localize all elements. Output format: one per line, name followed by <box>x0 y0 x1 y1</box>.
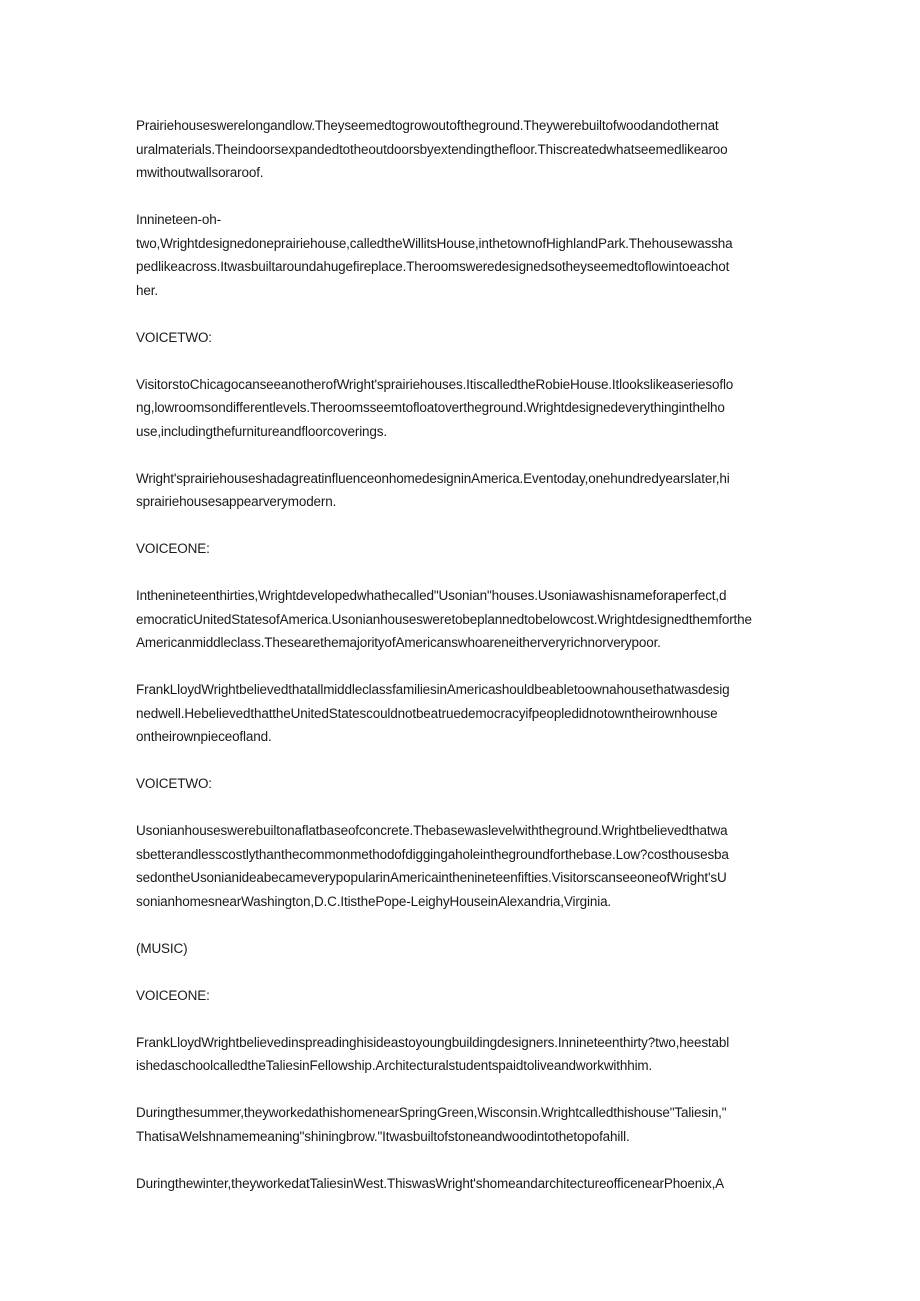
text-line: sbetterandlesscostlythanthecommonmethodofdiggingaholeinthegroundforthebase.Low?costhousesba <box>136 846 729 862</box>
text-line: VisitorstoChicagocanseeanotherofWright'sprairiehouses.ItiscalledtheRobieHouse.Itlookslikeaseriesoflo <box>136 376 734 392</box>
text-line: ishedaschoolcalledtheTaliesinFellowship.Architecturalstudentspaidtoliveandworkwithhim. <box>136 1058 653 1073</box>
text-line: sonianhomesnearWashington,D.C.ItisthePope-LeighyHouseinAlexandria,Virginia. <box>136 893 612 909</box>
text-line: ontheirownpieceofland. <box>136 729 272 744</box>
paragraph-influence <box>136 467 786 514</box>
text-line: ThatisaWelshnamemeaning"shiningbrow."Itwasbuiltofstoneandwoodintothetopofahill. <box>136 1128 630 1144</box>
text-line: sprairiehousesappearverymodern. <box>136 494 337 509</box>
text-line: Duringthesummer,theyworkedathishomenearSpringGreen,Wisconsin.Wrightcalledthishouse"Taliesin," <box>136 1105 727 1120</box>
text-line: her. <box>136 282 158 298</box>
paragraph-prairie-houses <box>136 114 786 185</box>
text-line: FrankLloydWrightbelievedinspreadinghisideastoyoungbuildingdesigners.Innineteenthirty?two,heestabl <box>136 1034 730 1050</box>
text-line: Wright'sprairiehouseshadagreatinfluenceonhomedesigninAmerica.Eventoday,onehundredyearslater,hi <box>136 470 730 486</box>
text-line: Duringthewinter,theyworkedatTaliesinWest.ThiswasWright'shomeandarchitectureofficenearPhoenix,A <box>136 1175 725 1191</box>
text-line: ng,lowroomsondifferentlevels.Theroomsseemtofloatovertheground.Wrightdesignedeverythinginthelho <box>136 400 725 415</box>
paragraph-summer <box>136 1101 786 1148</box>
paragraph-usonian-houses <box>136 584 786 655</box>
text-line: emocraticUnitedStatesofAmerica.Usonianhousesweretobeplannedtobelowcost.Wrightdesignedthemforthe <box>136 611 752 627</box>
text-line: VOICETWO: <box>136 776 212 791</box>
text-line: two,Wrightdesignedoneprairiehouse,calledtheWillitsHouse,inthetownofHighlandPark.Thehousewassha <box>136 235 733 251</box>
text-line: VOICEONE: <box>136 541 210 556</box>
speaker-label <box>136 326 786 350</box>
document-body <box>136 114 786 1195</box>
paragraph-winter <box>136 1172 786 1196</box>
text-line: sedontheUsonianideabecameverypopularinAmericainthenineteenfifties.VisitorscanseeoneofWright'sU <box>136 870 727 885</box>
paragraph-concrete-base <box>136 819 786 913</box>
text-line: (MUSIC) <box>136 940 188 956</box>
text-line: mwithoutwallsoraroof. <box>136 165 264 180</box>
paragraph-willits-house <box>136 208 786 302</box>
music-cue <box>136 937 786 961</box>
text-line: VOICETWO: <box>136 329 212 345</box>
speaker-label <box>136 537 786 561</box>
text-line: nedwell.HebelievedthattheUnitedStatescouldnotbeatruedemocracyifpeopledidnotowntheirownhouse <box>136 705 718 721</box>
text-line: Prairiehouseswerelongandlow.Theyseemedtogrowoutoftheground.Theywerebuiltofwoodandothernat <box>136 118 719 133</box>
text-line: use,includingthefurnitureandfloorcoverings. <box>136 423 387 439</box>
paragraph-robie-house <box>136 373 786 444</box>
text-line: Americanmiddleclass.ThesearethemajorityofAmericanswhoareneitherveryrichnorverypoor. <box>136 635 661 650</box>
text-line: Inthenineteenthirties,Wrightdevelopedwhathecalled"Usonian"houses.Usoniawashisnameforaperfect,d <box>136 588 727 603</box>
speaker-label <box>136 772 786 796</box>
text-line: FrankLloydWrightbelievedthatallmiddleclassfamiliesinAmericashouldbeabletoownahousethatwasdesig <box>136 682 730 697</box>
speaker-label <box>136 984 786 1008</box>
paragraph-taliesin-fellowship <box>136 1031 786 1078</box>
paragraph-democracy <box>136 678 786 749</box>
text-line: Innineteen-oh- <box>136 212 221 227</box>
text-line: Usonianhouseswerebuiltonaflatbaseofconcrete.Thebasewaslevelwiththeground.Wrightbelievedthatwa <box>136 823 728 838</box>
text-line: VOICEONE: <box>136 987 210 1003</box>
text-line: uralmaterials.Theindoorsexpandedtotheoutdoorsbyextendingthefloor.Thiscreatedwhatseemedlikearoo <box>136 141 728 157</box>
text-line: pedlikeacross.Itwasbuiltaroundahugefireplace.Theroomsweredesignedsotheyseemedtoflowintoeachot <box>136 259 730 274</box>
